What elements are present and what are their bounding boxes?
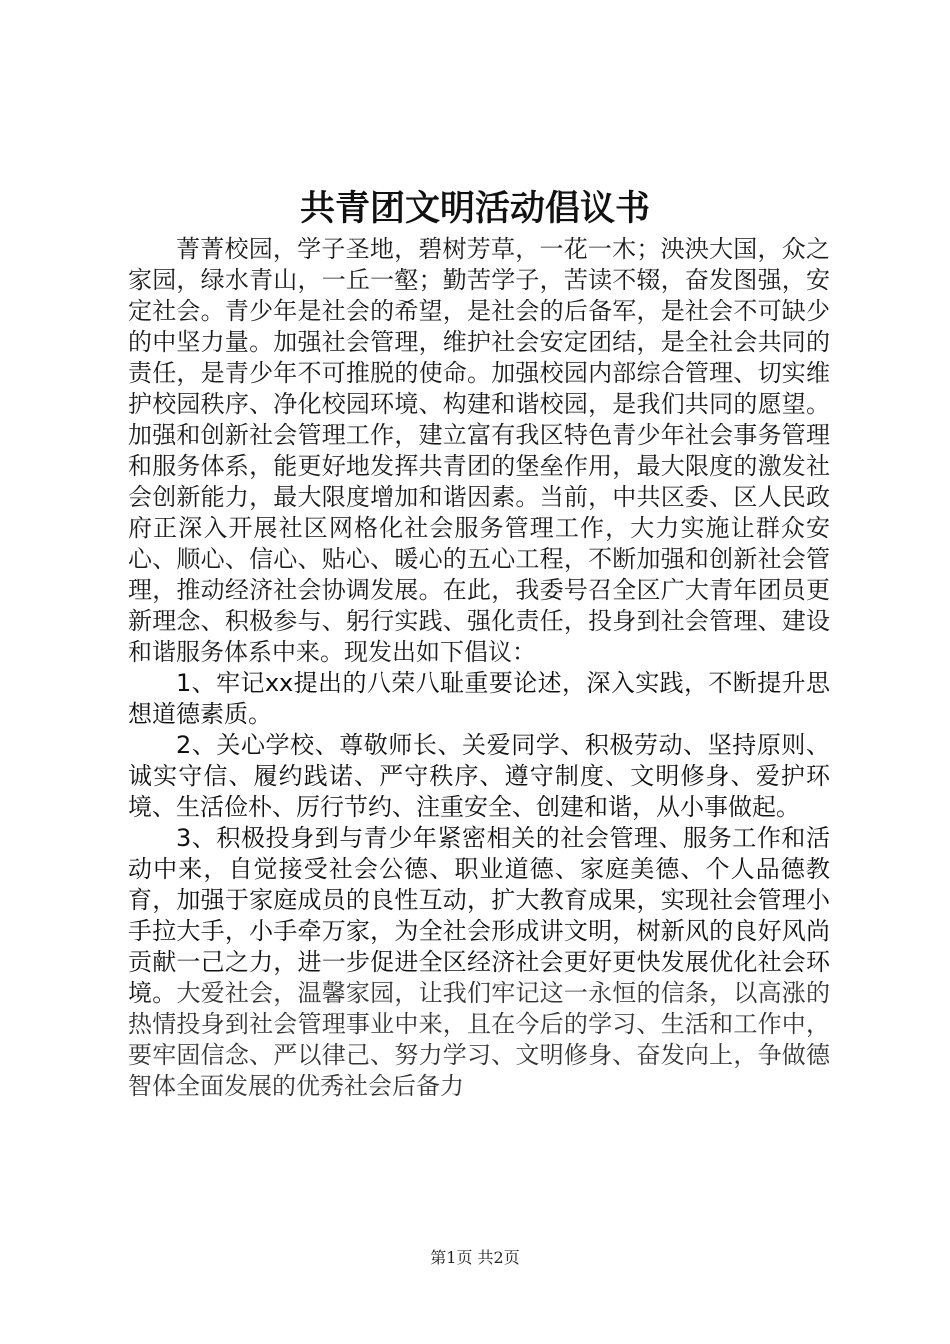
proposal-item-2: 2、关心学校、尊敬师长、关爱同学、积极劳动、坚持原则、诚实守信、履约践诺、严守秩序、遵守制度、文明修身、爱护环境、生活俭朴、厉行节约、注重安全、创建和谐，从小事做起。 <box>128 731 830 821</box>
document-body <box>128 234 830 1102</box>
closing-text: 大爱社会，温馨家园，让我们牢记这一永恒的信条，以高涨的热情投身到社会管理事业中来，且在今后的学习、生活和工作中，要牢固信念、严以律己、努力学习、文明修身、奋发向上，争做德智体全面发展的优秀社会后备力 <box>128 979 831 1100</box>
proposal-item-3-text: 3、积极投身到与青少年紧密相关的社会管理、服务工作和活动中来，自觉接受社会公德、职业道德、家庭美德、个人品德教育，加强于家庭成员的良性互动，扩大教育成果，实现社会管理小手拉大手，小手牵万家，为全社会形成讲文明，树新风的良好风尚贡献一己之力，进一步促进全区经济社会更好更快发展优化社会环境。 <box>128 824 830 1007</box>
document-title: 共青团文明活动倡议书 <box>299 188 650 229</box>
intro-paragraph: 菁菁校园，学子圣地，碧树芳草，一花一木；泱泱大国，众之家园，绿水青山，一丘一壑；勤苦学子，苦读不辍，奋发图强，安定社会。青少年是社会的希望，是社会的后备军，是社会不可缺少的中坚力量。加强社会管理，维护社会安定团结，是全社会共同的责任，是青少年不可推脱的使命。加强校园内部综合管理、切实维护校园秩序、净化校园环境、构建和谐校园，是我们共同的愿望。加强和创新社会管理工作，建立富有我区特色青少年社会事务管理和服务体系，能更好地发挥共青团的堡垒作用，最大限度的激发社会创新能力，最大限度增加和谐因素。当前，中共区委、区人民政府正深入开展社区网格化社会服务管理工作，大力实施让群众安心、顺心、信心、贴心、暖心的五心工程，不断加强和创新社会管理，推动经济社会协调发展。在此，我委号召全区广大青年团员更新理念、积极参与、躬行实践、强化责任，投身到社会管理、建设和谐服务体系中来。现发出如下倡议： <box>128 235 830 666</box>
proposal-item-3 <box>128 823 830 1102</box>
proposal-item-1: 1、牢记xx提出的八荣八耻重要论述，深入实践，不断提升思想道德素质。 <box>128 669 830 728</box>
page-footer: 第1页 共2页 <box>430 1248 520 1267</box>
